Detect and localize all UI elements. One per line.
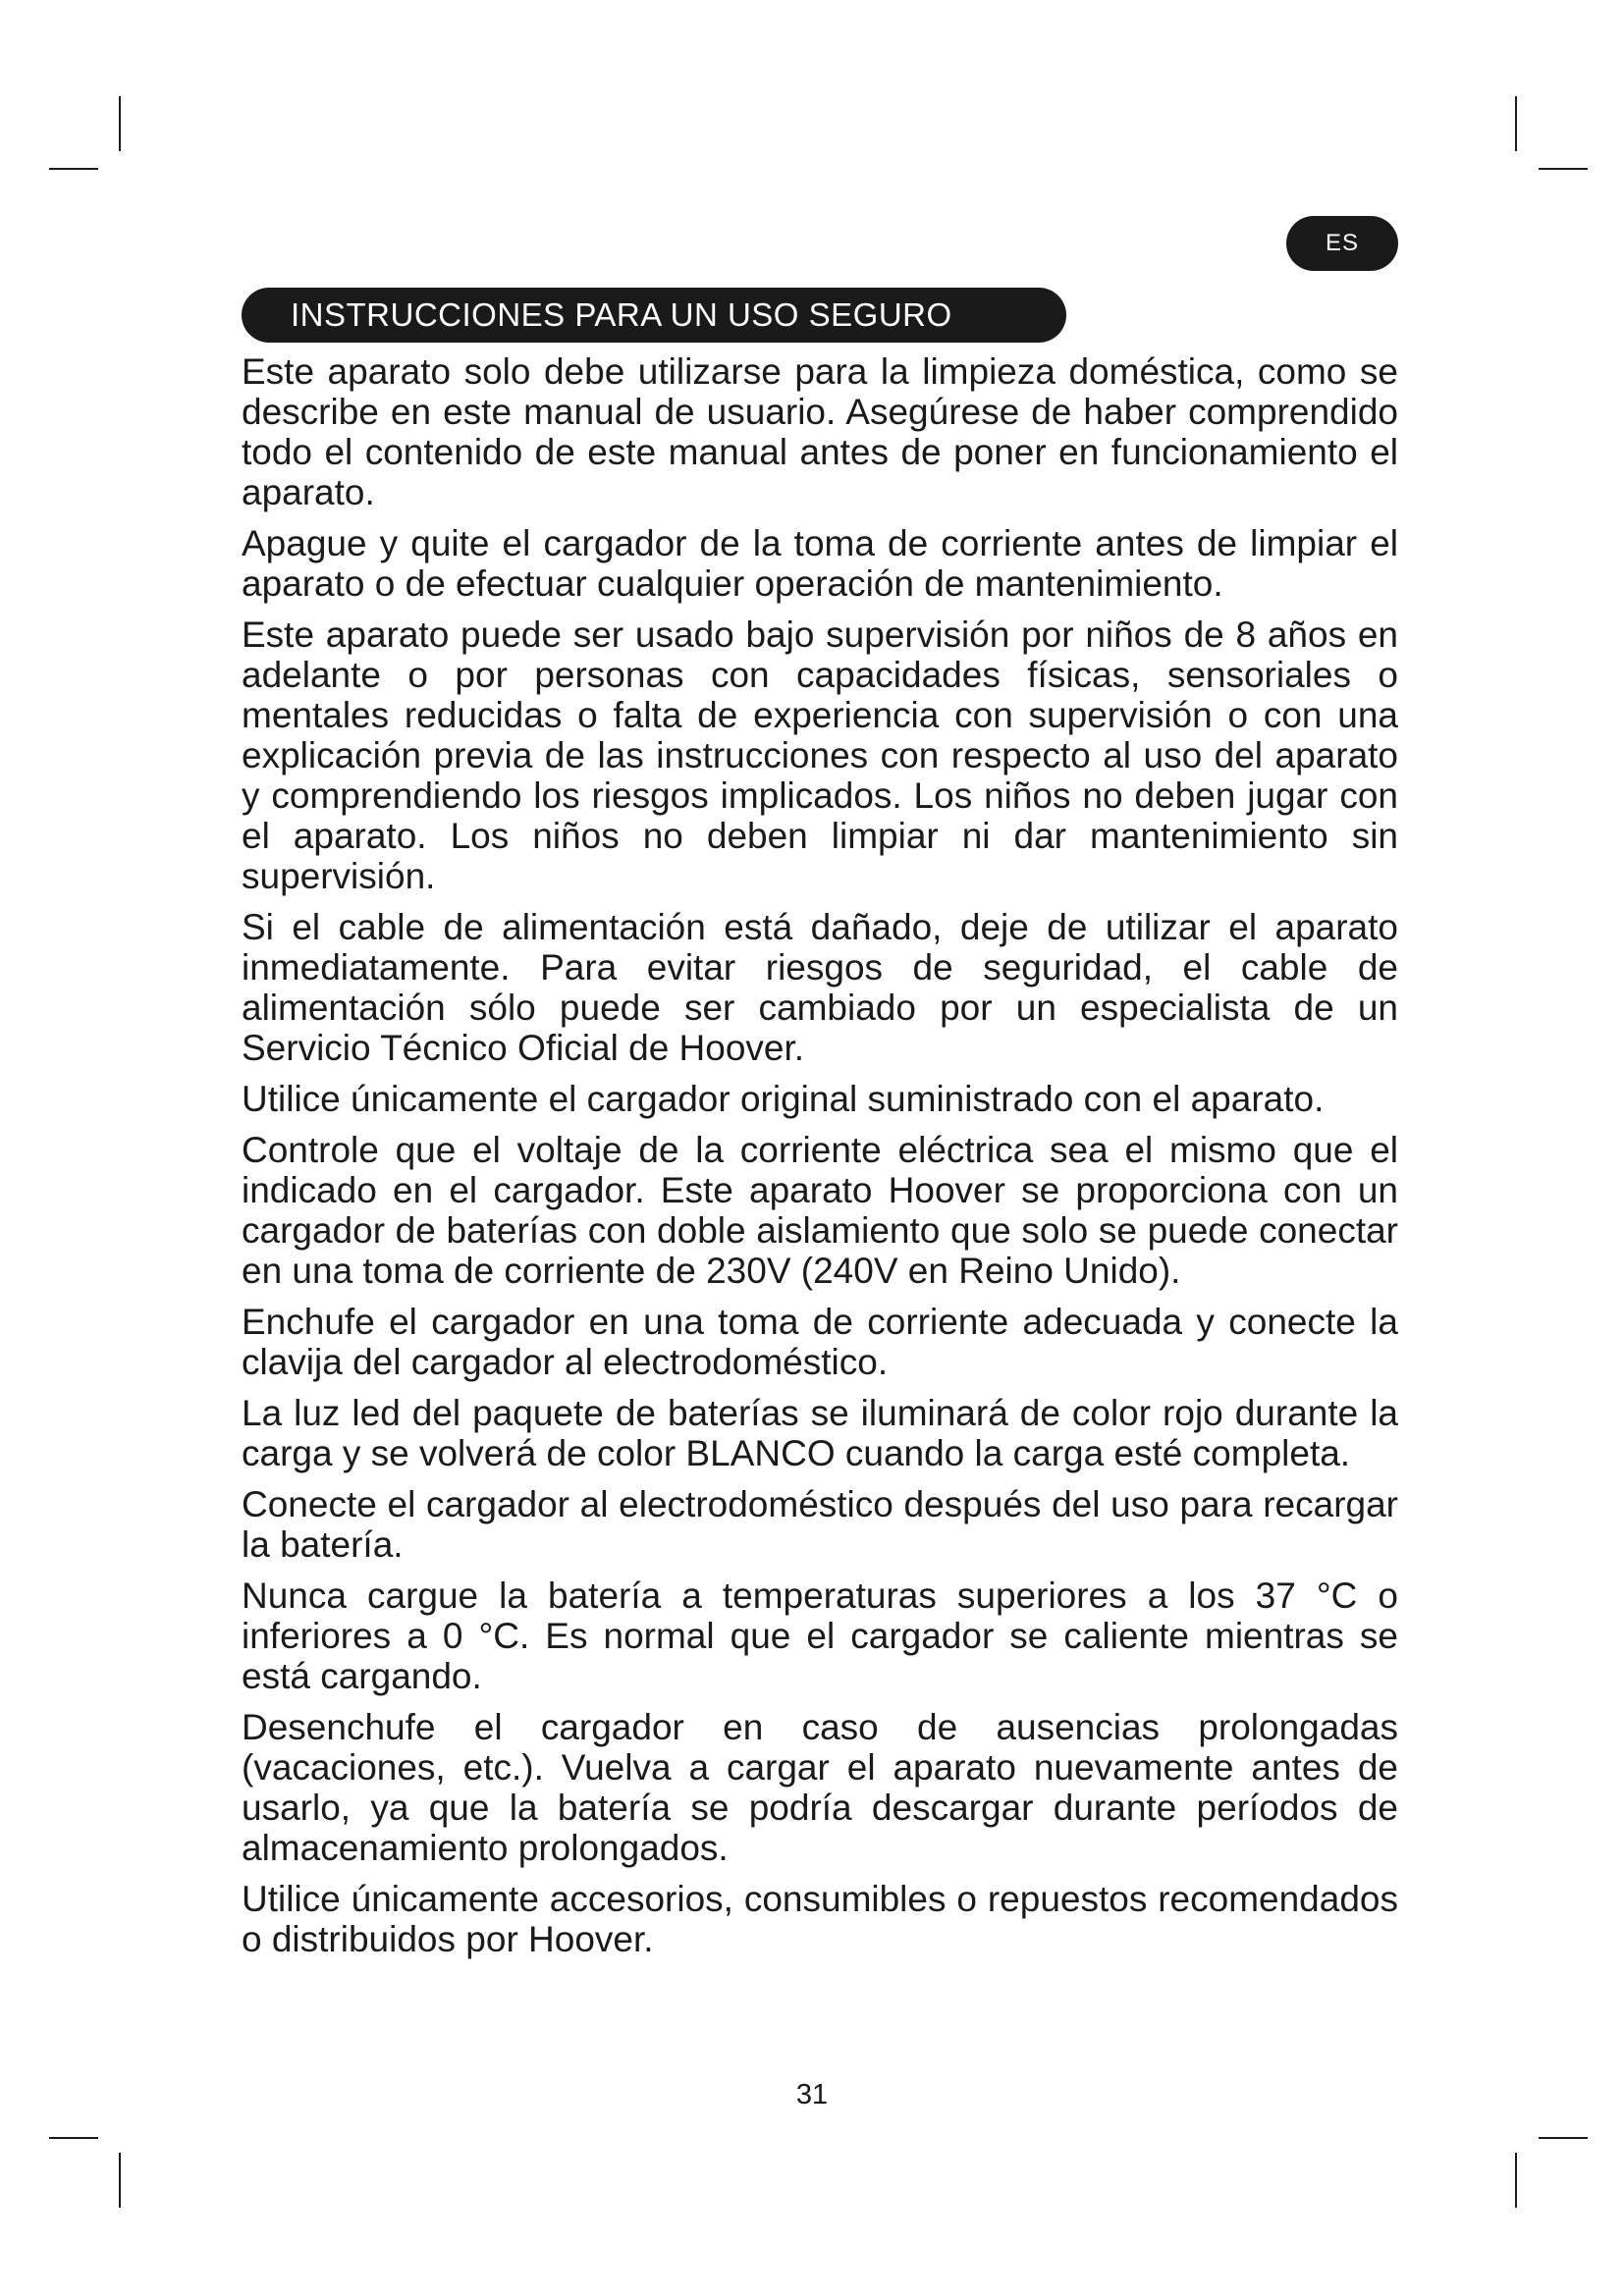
paragraph-unplug-before-cleaning: Apague y quite el cargador de la toma de corriente antes de limpiar el aparato o de efectuar cualquier operación de mantenimiento. <box>242 523 1398 604</box>
instructions-body <box>242 351 1398 1970</box>
crop-mark-bottom-left-horizontal <box>49 2137 98 2139</box>
paragraph-damaged-cable: Si el cable de alimentación está dañado, deje de utilizar el aparato inmediatamente. Para evitar riesgos de seguridad, el cable de alimentación sólo puede ser cambiado por un especialista de un Servicio Técnico Oficial de Hoover. <box>242 907 1398 1068</box>
paragraph-children-supervision: Este aparato puede ser usado bajo supervisión por niños de 8 años en adelante o por personas con capacidades físicas, sensoriales o mentales reducidas o falta de experiencia con supervisión o con una explicación previa de las instrucciones con respecto al uso del aparato y comprendiendo los riesgos implicados. Los niños no deben jugar con el aparato. Los niños no deben limpiar ni dar mantenimiento sin supervisión. <box>242 614 1398 896</box>
paragraph-prolonged-absence: Desenchufe el cargador en caso de ausencias prolongadas (vacaciones, etc.). Vuelva a cargar el aparato nuevamente antes de usarlo, ya que la batería se podría descargar durante períodos de almacenamiento prolongados. <box>242 1707 1398 1868</box>
crop-mark-top-left-vertical <box>119 96 121 151</box>
crop-mark-bottom-right-vertical <box>1515 2153 1517 2208</box>
paragraph-plug-charger: Enchufe el cargador en una toma de corriente adecuada y conecte la clavija del cargador al electrodoméstico. <box>242 1302 1398 1382</box>
section-title: INSTRUCCIONES PARA UN USO SEGURO <box>242 288 1066 343</box>
paragraph-charging-temperature: Nunca cargue la batería a temperaturas superiores a los 37 °C o inferiores a 0 °C. Es normal que el cargador se caliente mientras se está cargando. <box>242 1575 1398 1696</box>
crop-mark-top-left-horizontal <box>49 168 98 170</box>
language-badge: ES <box>1286 216 1398 271</box>
paragraph-intended-use: Este aparato solo debe utilizarse para la limpieza doméstica, como se describe en este manual de usuario. Asegúrese de haber comprendido todo el contenido de este manual antes de poner en funcionamiento el aparato. <box>242 351 1398 512</box>
paragraph-recharge-after-use: Conecte el cargador al electrodoméstico después del uso para recargar la batería. <box>242 1484 1398 1565</box>
crop-mark-bottom-left-vertical <box>119 2153 121 2208</box>
page-number: 31 <box>795 2079 829 2110</box>
paragraph-original-charger: Utilice únicamente el cargador original suministrado con el aparato. <box>242 1079 1325 1119</box>
crop-mark-bottom-right-horizontal <box>1539 2137 1588 2139</box>
crop-mark-top-right-horizontal <box>1539 168 1588 170</box>
paragraph-led-indicator: La luz led del paquete de baterías se iluminará de color rojo durante la carga y se volverá de color BLANCO cuando la carga esté completa. <box>242 1393 1398 1473</box>
crop-mark-top-right-vertical <box>1515 96 1517 151</box>
paragraph-approved-accessories: Utilice únicamente accesorios, consumibles o repuestos recomendados o distribuidos por Hoover. <box>242 1879 1398 1959</box>
paragraph-voltage-check: Controle que el voltaje de la corriente eléctrica sea el mismo que el indicado en el cargador. Este aparato Hoover se proporciona con un cargador de baterías con doble aislamiento que solo se puede conectar en una toma de corriente de 230V (240V en Reino Unido). <box>242 1130 1398 1291</box>
